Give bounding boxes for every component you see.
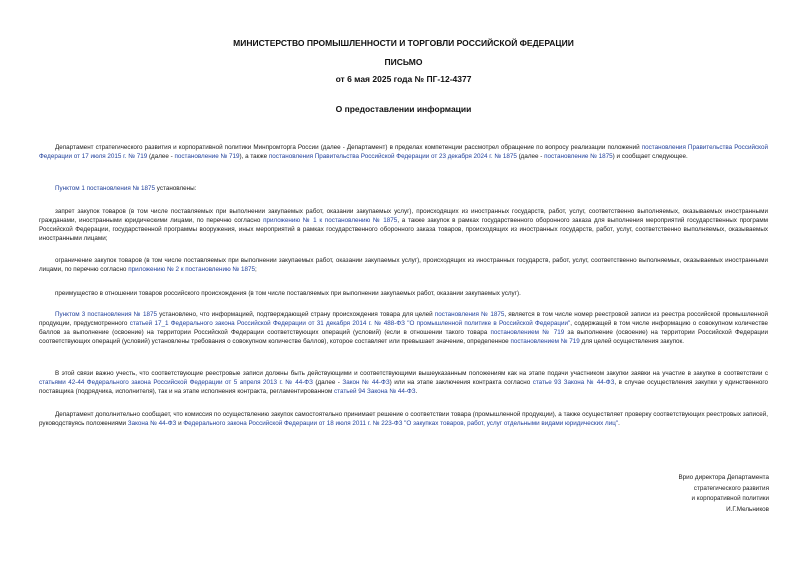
link-appendix-2[interactable]: приложению № 2 к постановлению № 1875 <box>128 265 255 273</box>
text: , а также закупок в рамках государственного оборонного заказа для выполнения мероприятий государственных программ Российской Федерации, государственной программы вооружения, иных мероприятий в рамках государственного оборонного заказа товаров, происходящих из иностранных государств, работ, услуг, соответственно выполняемых, оказываемых иностранными лицами; <box>39 216 768 242</box>
text: , в случае осуществления закупки у единственного поставщика (подрядчика, исполнителя), так и на этапе исполнения контракта, регламентированном <box>39 378 768 395</box>
text: за выполнение (освоение) на территории Российской Федерации соответствующих операций (условий) установлены требования о совокупном количестве баллов), которое составляет или превышает значение, определенное <box>39 328 768 345</box>
text: ограничение закупок товаров (в том числе поставляемых при выполнении закупаемых работ, оказании закупаемых услуг), происходящих из иностранных государств, работ, услуг, соответственно выполняемых, оказываемых иностранными лицами, по перечню согласно <box>39 257 768 273</box>
text: , содержащей в том числе информацию о совокупном количестве баллов за выполнение (освоение) на территории Российской Федерации соответствующих операций (условий) (если в отношении такого товара <box>39 319 768 336</box>
text: ), а также <box>239 152 269 160</box>
link-postanovlenie-719-ref2[interactable]: постановлением № 719 <box>510 337 580 345</box>
paragraph-point-3 <box>39 311 768 347</box>
link-law-223fz[interactable]: Федерального закона Российской Федерации от 18 июля 2011 г. № 223-ФЗ "О закупках товаров, работ, услуг отдельными видами юридических лиц" <box>183 419 619 427</box>
text: преимущество в отношении товаров российского происхождения (в том числе поставляемых при выполнении закупаемых работ, оказании закупаемых услуг). <box>55 290 521 297</box>
link-postanovlenie-1875[interactable]: постановления Правительства Российской Федерации от 23 декабря 2024 г. № 1875 <box>268 152 517 160</box>
link-postanovlenie-719[interactable]: постановления Правительства Российской Федерации от 17 июля 2015 г. № 719 <box>39 144 768 160</box>
document-subject: О предоставлении информации <box>335 104 472 114</box>
paragraph-restriction <box>39 257 768 275</box>
link-appendix-1[interactable]: приложению № 1 к постановлению № 1875 <box>263 216 398 224</box>
document-type: ПИСЬМО <box>384 57 423 67</box>
signature-department-2: и корпоративной политики <box>691 495 769 503</box>
link-articles-42-44[interactable]: статьями 42-44 Федерального закона Российской Федерации от 5 апреля 2013 г. № 44-ФЗ <box>39 378 313 386</box>
text: для целей осуществления закупок. <box>579 337 685 345</box>
paragraph-preference <box>39 290 768 299</box>
link-law-44fz-2[interactable]: Закона № 44-ФЗ <box>127 419 177 427</box>
link-postanovlenie-1875-ref[interactable]: постановления № 1875 <box>434 311 505 318</box>
text: Департамент дополнительно сообщает, что комиссия по осуществлению закупок самостоятельно принимает решение о соответствии товара (промышленной продукции), а также осуществляет проверку соответствующих реестровых записей, руководствуясь положениями <box>39 411 768 427</box>
text: , является в том числе номер реестровой записи из реестра российской промышленной продукции, предусмотренного <box>39 311 768 327</box>
paragraph-intro <box>39 144 768 162</box>
link-postanovlenie-719-ref[interactable]: постановлением № 719 <box>490 328 565 336</box>
paragraph-ban <box>39 208 768 244</box>
link-postanovlenie-719-short[interactable]: постановление № 719 <box>174 152 240 160</box>
text: ; <box>254 265 257 273</box>
text: (далее - <box>516 152 545 160</box>
link-article-94[interactable]: статьей 94 Закона № 44-ФЗ <box>334 387 416 395</box>
text: установлено, что информацией, подтверждающей страну происхождения товара для целей <box>156 311 435 318</box>
text: . <box>618 419 620 427</box>
text: . <box>415 387 418 395</box>
text: (далее - <box>312 378 343 386</box>
signature-position: Врио директора Департамента <box>678 474 769 481</box>
signature-name: И.Г.Мельников <box>726 506 769 514</box>
text: ) и сообщает следующее. <box>612 152 688 160</box>
link-postanovlenie-1875-short[interactable]: постановление № 1875 <box>544 152 613 160</box>
text: ) или на этапе заключения контракта согласно <box>389 378 533 386</box>
text: установлены: <box>155 185 197 192</box>
link-article-17-1[interactable]: статьей 17_1 Федерального закона Российской Федерации от 31 декабря 2014 г. № 488-ФЗ "О промышленной политике в Российской Федерации" <box>129 319 571 327</box>
text: В этой связи важно учесть, что соответствующие реестровые записи должны быть действующими и соответствующими вышеуказанным положениям как на этапе подачи участником закупки заявки на участие в закупке в соответствии с <box>55 370 768 377</box>
signature-block <box>678 473 769 516</box>
document-date-number: от 6 мая 2025 года № ПГ-12-4377 <box>335 74 472 84</box>
text: Департамент стратегического развития и корпоративной политики Минпромторга России (далее - Департамент) в пределах компетенции рассмотрел обращение по вопросу реализации положений <box>55 144 642 151</box>
text: (далее - <box>147 152 175 160</box>
paragraph-commission <box>39 411 768 429</box>
paragraph-point-1 <box>39 185 768 194</box>
link-punkt-1[interactable]: Пунктом 1 постановления № 1875 <box>55 185 156 192</box>
signature-department: стратегического развития <box>693 484 769 492</box>
paragraph-registry-records <box>39 370 768 397</box>
link-article-93[interactable]: статье 93 Закона № 44-ФЗ <box>532 378 615 386</box>
text: запрет закупок товаров (в том числе поставляемых при выполнении закупаемых работ, оказании закупаемых услуг), происходящих из иностранных государств, работ, услуг, соответственно выполняемых, оказываемых иностранными гражданами, иностранными юридическими лицами, по перечню согласно <box>39 208 768 224</box>
ministry-title: МИНИСТЕРСТВО ПРОМЫШЛЕННОСТИ И ТОРГОВЛИ РОССИЙСКОЙ ФЕДЕРАЦИИ <box>233 38 574 48</box>
link-law-44fz[interactable]: Закон № 44-ФЗ <box>342 378 390 386</box>
text: и <box>176 419 184 427</box>
link-punkt-3[interactable]: Пунктом 3 постановления № 1875 <box>55 311 157 318</box>
